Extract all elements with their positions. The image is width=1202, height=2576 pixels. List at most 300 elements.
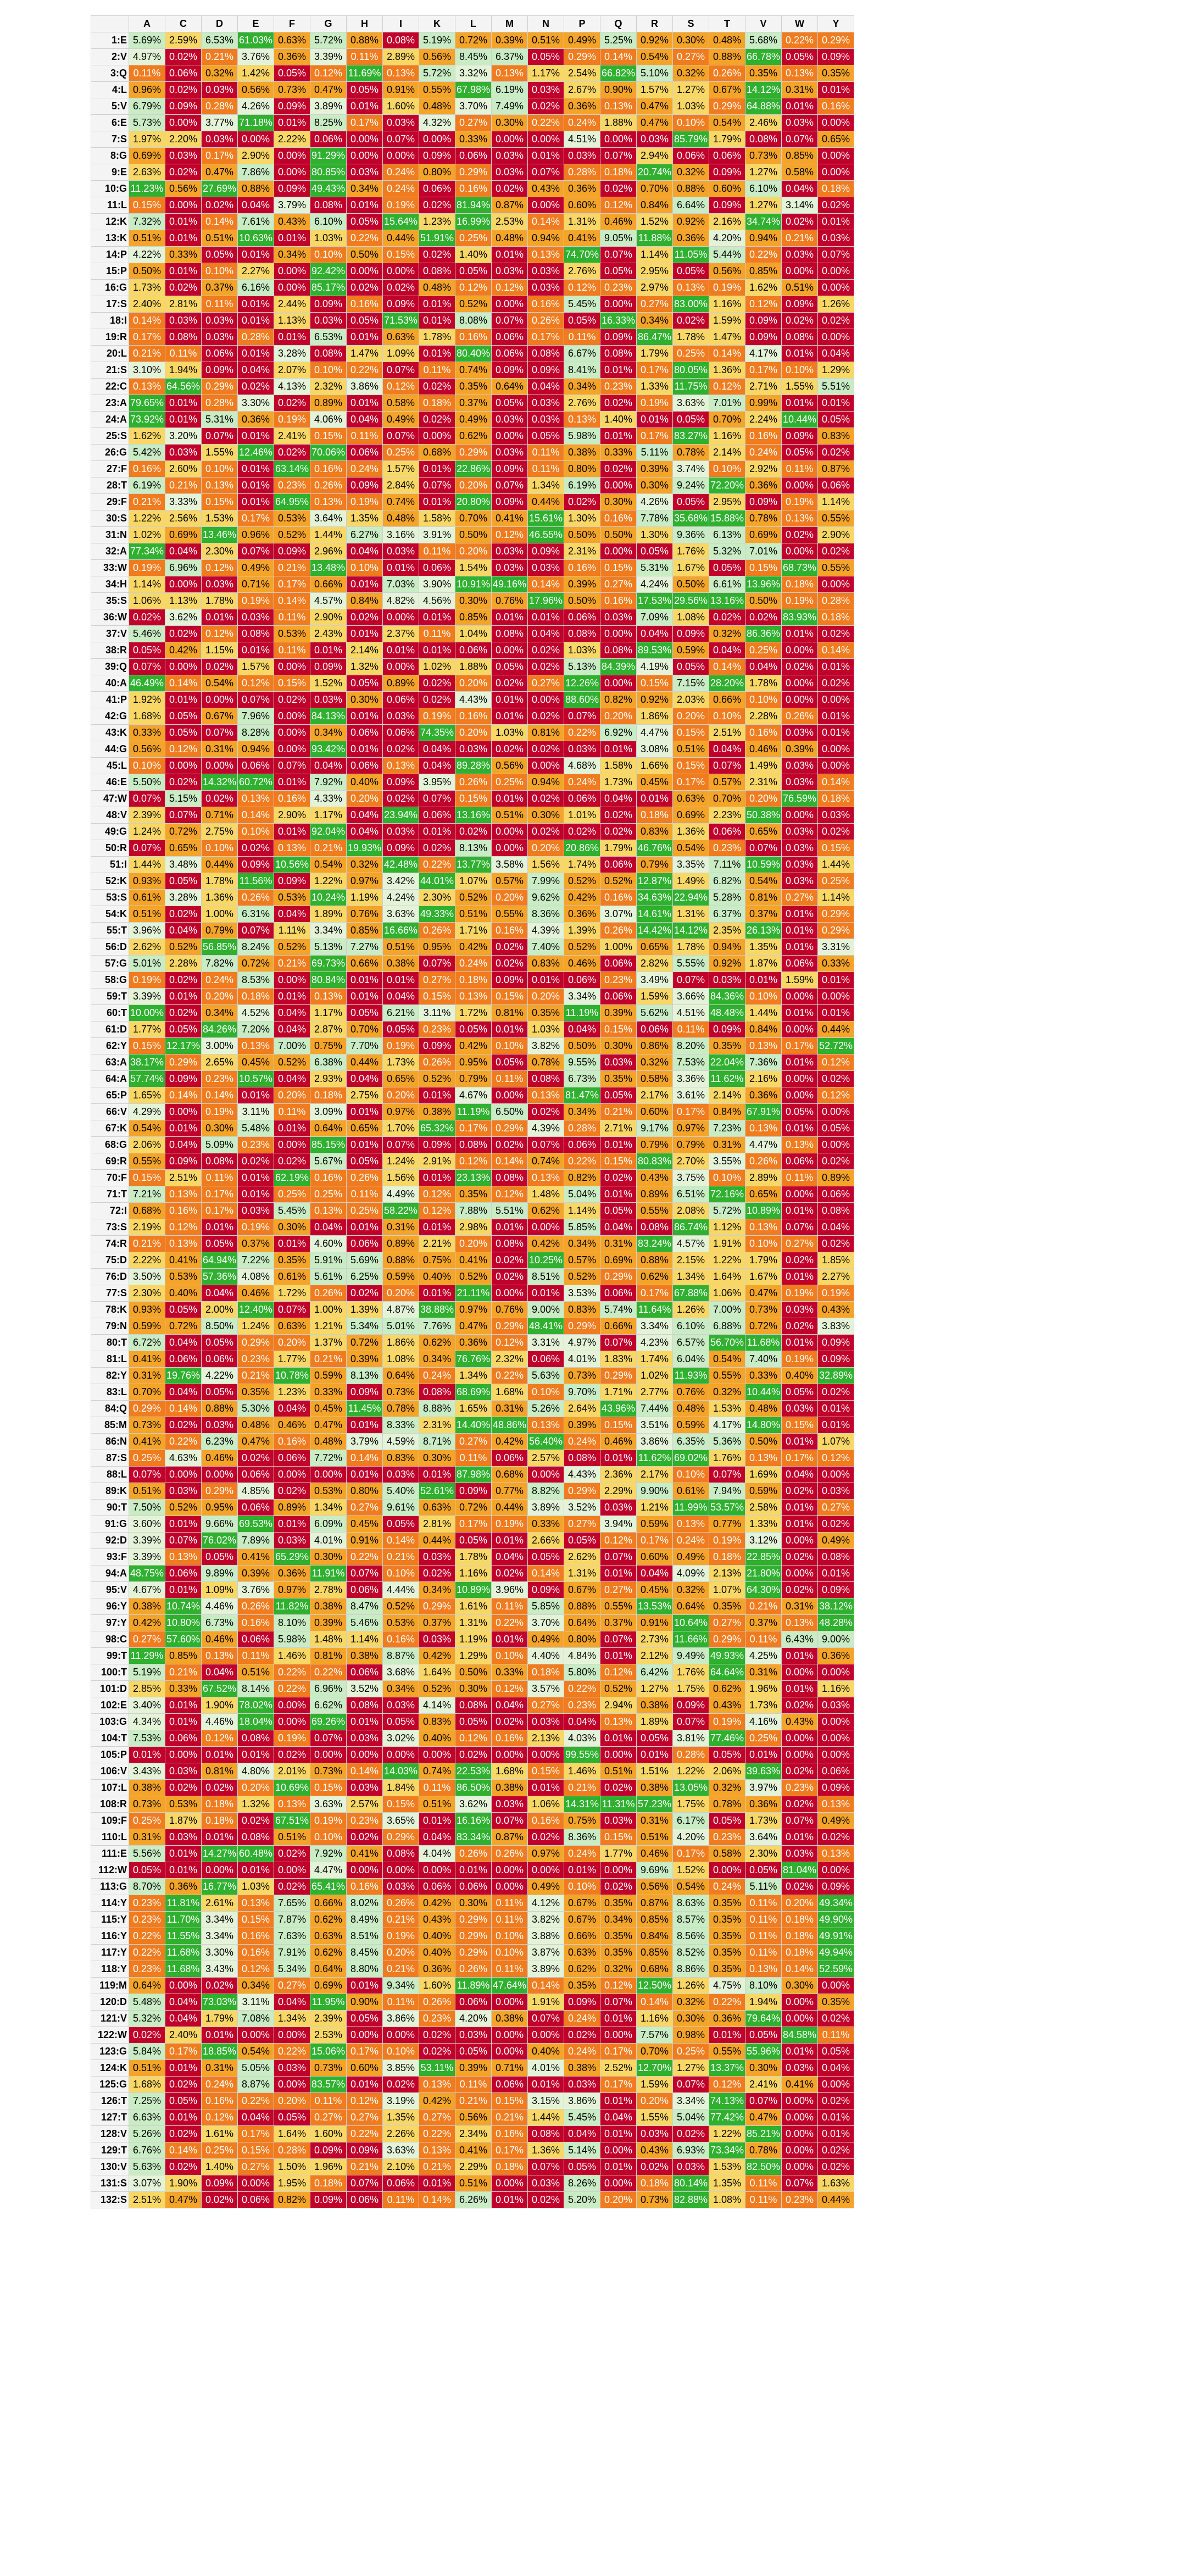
value-cell: 13.96% <box>745 576 782 593</box>
value-cell: 0.03% <box>455 741 492 758</box>
value-cell: 7.96% <box>238 708 274 725</box>
value-cell: 44.01% <box>419 873 455 890</box>
value-cell: 2.30% <box>129 1285 165 1302</box>
value-cell: 3.68% <box>383 1664 419 1681</box>
value-cell: 0.01% <box>492 791 528 807</box>
value-cell: 2.34% <box>455 2126 492 2142</box>
value-cell: 0.04% <box>165 1335 202 1351</box>
value-cell: 11.82% <box>274 1598 310 1615</box>
value-cell: 0.06% <box>274 1450 310 1467</box>
value-cell: 0.25% <box>745 642 782 659</box>
value-cell: 5.20% <box>564 2192 600 2208</box>
value-cell: 3.64% <box>310 510 347 527</box>
value-cell: 0.02% <box>528 1829 564 1846</box>
value-cell: 0.31% <box>129 1368 165 1384</box>
value-cell: 9.34% <box>383 1978 419 1994</box>
value-cell: 0.30% <box>455 1895 492 1912</box>
value-cell: 0.20% <box>492 890 528 906</box>
value-cell: 0.01% <box>782 2044 818 2060</box>
row-label: 129:T <box>91 2142 129 2159</box>
value-cell: 0.01% <box>347 197 383 214</box>
value-cell: 99.55% <box>564 1747 600 1763</box>
value-cell: 4.01% <box>528 2060 564 2077</box>
value-cell: 0.34% <box>637 313 673 329</box>
value-cell: 0.40% <box>347 774 383 791</box>
value-cell: 0.59% <box>745 1483 782 1500</box>
value-cell: 49.90% <box>818 1912 854 1928</box>
value-cell: 4.75% <box>709 1978 745 1994</box>
value-cell: 0.01% <box>818 214 854 230</box>
value-cell: 1.44% <box>310 527 347 543</box>
value-cell: 1.47% <box>347 346 383 362</box>
value-cell: 0.01% <box>347 626 383 642</box>
value-cell: 0.28% <box>673 1747 709 1763</box>
value-cell: 0.03% <box>528 1714 564 1730</box>
value-cell: 6.13% <box>709 527 745 543</box>
table-row <box>91 1467 854 1483</box>
value-cell: 0.31% <box>383 1219 419 1236</box>
value-cell: 0.10% <box>782 362 818 379</box>
table-row <box>91 1236 854 1252</box>
table-row <box>91 395 854 412</box>
value-cell: 0.30% <box>600 494 637 510</box>
value-cell: 0.21% <box>165 478 202 494</box>
value-cell: 0.03% <box>383 708 419 725</box>
table-row <box>91 1021 854 1038</box>
value-cell: 0.02% <box>274 445 310 461</box>
value-cell: 3.09% <box>310 1104 347 1120</box>
value-cell: 0.41% <box>129 1434 165 1450</box>
value-cell: 0.88% <box>709 49 745 65</box>
value-cell: 0.26% <box>310 1285 347 1302</box>
table-row <box>91 1631 854 1648</box>
value-cell: 7.61% <box>238 214 274 230</box>
value-cell: 0.72% <box>455 32 492 49</box>
value-cell: 0.17% <box>637 1533 673 1549</box>
row-label: 98:C <box>91 1631 129 1648</box>
value-cell: 0.01% <box>419 461 455 478</box>
value-cell: 0.06% <box>310 131 347 148</box>
value-cell: 0.97% <box>347 873 383 890</box>
column-header: N <box>528 16 564 32</box>
value-cell: 0.07% <box>347 1565 383 1582</box>
value-cell: 1.59% <box>709 313 745 329</box>
value-cell: 0.13% <box>202 478 238 494</box>
value-cell: 1.44% <box>818 857 854 873</box>
value-cell: 10.91% <box>455 576 492 593</box>
value-cell: 0.00% <box>238 131 274 148</box>
value-cell: 0.01% <box>528 2077 564 2093</box>
table-row <box>91 956 854 972</box>
value-cell: 0.70% <box>455 510 492 527</box>
value-cell: 8.36% <box>564 1829 600 1846</box>
value-cell: 1.60% <box>310 2126 347 2142</box>
value-cell: 8.41% <box>564 362 600 379</box>
value-cell: 3.31% <box>818 939 854 956</box>
value-cell: 1.85% <box>818 1252 854 1269</box>
value-cell: 0.43% <box>818 1302 854 1318</box>
table-row <box>91 1252 854 1269</box>
value-cell: 0.04% <box>274 1005 310 1021</box>
value-cell: 0.04% <box>238 2109 274 2126</box>
value-cell: 0.00% <box>782 692 818 708</box>
value-cell: 0.66% <box>709 692 745 708</box>
value-cell: 0.08% <box>600 642 637 659</box>
value-cell: 5.01% <box>129 956 165 972</box>
value-cell: 1.16% <box>637 2011 673 2027</box>
value-cell: 1.17% <box>528 65 564 82</box>
table-row <box>91 1219 854 1236</box>
value-cell: 0.00% <box>782 2159 818 2175</box>
value-cell: 0.00% <box>818 1467 854 1483</box>
value-cell: 0.04% <box>782 181 818 197</box>
value-cell: 0.87% <box>492 1829 528 1846</box>
value-cell: 8.80% <box>347 1961 383 1978</box>
value-cell: 0.54% <box>673 1879 709 1895</box>
value-cell: 0.26% <box>419 1054 455 1071</box>
value-cell: 9.17% <box>637 1120 673 1137</box>
value-cell: 0.69% <box>310 1978 347 1994</box>
value-cell: 0.11% <box>673 1021 709 1038</box>
value-cell: 0.02% <box>165 1780 202 1796</box>
value-cell: 0.10% <box>745 692 782 708</box>
table-row <box>91 1730 854 1747</box>
table-row <box>91 1038 854 1054</box>
row-label: 111:E <box>91 1846 129 1862</box>
value-cell: 2.30% <box>202 543 238 560</box>
value-cell: 0.01% <box>347 1417 383 1434</box>
value-cell: 0.21% <box>274 956 310 972</box>
value-cell: 8.26% <box>564 2175 600 2192</box>
value-cell: 1.14% <box>129 576 165 593</box>
value-cell: 0.17% <box>600 2044 637 2060</box>
value-cell: 10.44% <box>745 1384 782 1401</box>
value-cell: 1.34% <box>528 478 564 494</box>
value-cell: 0.05% <box>673 659 709 675</box>
value-cell: 0.02% <box>600 461 637 478</box>
row-label: 23:A <box>91 395 129 412</box>
value-cell: 3.31% <box>528 1335 564 1351</box>
value-cell: 7.40% <box>745 1351 782 1368</box>
value-cell: 0.07% <box>492 1813 528 1829</box>
value-cell: 5.67% <box>310 1153 347 1170</box>
value-cell: 2.51% <box>129 2192 165 2208</box>
value-cell: 0.40% <box>165 1285 202 1302</box>
value-cell: 0.21% <box>129 1236 165 1252</box>
value-cell: 0.06% <box>347 1236 383 1252</box>
value-cell: 0.92% <box>637 32 673 49</box>
value-cell: 0.07% <box>129 791 165 807</box>
value-cell: 0.01% <box>165 2060 202 2077</box>
value-cell: 84.39% <box>600 659 637 675</box>
value-cell: 11.55% <box>165 1928 202 1945</box>
value-cell: 2.95% <box>637 263 673 280</box>
value-cell: 0.33% <box>310 1384 347 1401</box>
value-cell: 0.17% <box>492 2142 528 2159</box>
value-cell: 0.26% <box>238 1598 274 1615</box>
value-cell: 0.04% <box>347 807 383 824</box>
value-cell: 1.48% <box>528 1186 564 1203</box>
value-cell: 0.54% <box>637 49 673 65</box>
value-cell: 7.82% <box>202 956 238 972</box>
value-cell: 3.97% <box>745 1780 782 1796</box>
value-cell: 0.12% <box>818 1087 854 1104</box>
value-cell: 8.49% <box>347 1912 383 1928</box>
value-cell: 21.80% <box>745 1565 782 1582</box>
value-cell: 0.04% <box>709 741 745 758</box>
value-cell: 0.09% <box>455 1483 492 1500</box>
value-cell: 0.75% <box>310 1038 347 1054</box>
value-cell: 0.29% <box>564 1318 600 1335</box>
value-cell: 0.01% <box>600 2011 637 2027</box>
value-cell: 0.05% <box>455 1021 492 1038</box>
value-cell: 3.74% <box>673 461 709 478</box>
value-cell: 85.21% <box>745 2126 782 2142</box>
value-cell: 4.80% <box>238 1763 274 1780</box>
value-cell: 0.11% <box>310 2093 347 2109</box>
value-cell: 1.68% <box>129 2077 165 2093</box>
value-cell: 11.05% <box>673 247 709 263</box>
table-row <box>91 527 854 543</box>
value-cell: 0.01% <box>528 1285 564 1302</box>
value-cell: 2.90% <box>310 609 347 626</box>
row-label: 101:D <box>91 1681 129 1697</box>
value-cell: 79.65% <box>129 395 165 412</box>
value-cell: 0.09% <box>492 362 528 379</box>
value-cell: 0.39% <box>564 1417 600 1434</box>
value-cell: 0.01% <box>383 560 419 576</box>
value-cell: 5.45% <box>564 2109 600 2126</box>
table-row <box>91 1648 854 1664</box>
value-cell: 0.56% <box>709 263 745 280</box>
value-cell: 0.00% <box>528 197 564 214</box>
value-cell: 27.69% <box>202 181 238 197</box>
value-cell: 0.14% <box>165 2142 202 2159</box>
value-cell: 56.40% <box>528 1434 564 1450</box>
row-label: 107:L <box>91 1780 129 1796</box>
row-label: 93:F <box>91 1549 129 1565</box>
value-cell: 0.27% <box>528 1697 564 1714</box>
value-cell: 0.13% <box>310 494 347 510</box>
row-label: 44:G <box>91 741 129 758</box>
value-cell: 0.73% <box>129 1417 165 1434</box>
value-cell: 3.33% <box>165 494 202 510</box>
value-cell: 0.53% <box>165 1269 202 1285</box>
value-cell: 0.08% <box>528 346 564 362</box>
value-cell: 0.06% <box>165 1351 202 1368</box>
value-cell: 0.15% <box>600 1021 637 1038</box>
value-cell: 46.55% <box>528 527 564 543</box>
value-cell: 0.19% <box>310 1813 347 1829</box>
value-cell: 0.80% <box>564 1631 600 1648</box>
table-row <box>91 1747 854 1763</box>
row-label: 26:G <box>91 445 129 461</box>
value-cell: 2.40% <box>165 2027 202 2044</box>
value-cell: 0.28% <box>202 98 238 115</box>
value-cell: 0.03% <box>528 412 564 428</box>
value-cell: 0.00% <box>782 478 818 494</box>
value-cell: 0.15% <box>238 1912 274 1928</box>
value-cell: 0.88% <box>673 181 709 197</box>
value-cell: 3.65% <box>383 1813 419 1829</box>
value-cell: 0.15% <box>492 989 528 1005</box>
value-cell: 0.16% <box>492 923 528 939</box>
value-cell: 0.21% <box>129 494 165 510</box>
value-cell: 0.28% <box>564 164 600 181</box>
value-cell: 0.06% <box>202 346 238 362</box>
value-cell: 0.36% <box>274 49 310 65</box>
value-cell: 0.03% <box>202 82 238 98</box>
value-cell: 0.46% <box>600 1434 637 1450</box>
value-cell: 1.75% <box>673 1681 709 1697</box>
table-row <box>91 2126 854 2142</box>
value-cell: 0.15% <box>673 758 709 774</box>
value-cell: 0.02% <box>347 280 383 296</box>
value-cell: 2.16% <box>745 1071 782 1087</box>
value-cell: 0.18% <box>637 2175 673 2192</box>
value-cell: 0.02% <box>129 609 165 626</box>
value-cell: 0.13% <box>818 1846 854 1862</box>
value-cell: 0.27% <box>347 2109 383 2126</box>
value-cell: 1.52% <box>310 675 347 692</box>
value-cell: 0.02% <box>202 659 238 675</box>
value-cell: 0.94% <box>238 741 274 758</box>
value-cell: 0.14% <box>528 1565 564 1582</box>
value-cell: 0.48% <box>709 32 745 49</box>
value-cell: 0.09% <box>347 478 383 494</box>
value-cell: 0.00% <box>528 2027 564 2044</box>
value-cell: 5.48% <box>238 1120 274 1137</box>
value-cell: 1.83% <box>600 1351 637 1368</box>
value-cell: 0.08% <box>564 626 600 642</box>
value-cell: 0.00% <box>165 1747 202 1763</box>
value-cell: 76.02% <box>202 1533 238 1549</box>
value-cell: 1.14% <box>347 1631 383 1648</box>
value-cell: 52.59% <box>818 1961 854 1978</box>
value-cell: 1.35% <box>745 939 782 956</box>
row-label: 128:V <box>91 2126 129 2142</box>
value-cell: 1.55% <box>782 379 818 395</box>
value-cell: 0.18% <box>310 1087 347 1104</box>
value-cell: 6.09% <box>310 1516 347 1533</box>
value-cell: 0.02% <box>782 659 818 675</box>
value-cell: 0.36% <box>564 906 600 923</box>
value-cell: 0.02% <box>818 626 854 642</box>
value-cell: 2.61% <box>202 1895 238 1912</box>
value-cell: 0.03% <box>419 1549 455 1565</box>
value-cell: 4.87% <box>383 1302 419 1318</box>
value-cell: 7.27% <box>347 939 383 956</box>
value-cell: 10.69% <box>274 1780 310 1796</box>
value-cell: 0.00% <box>818 1730 854 1747</box>
value-cell: 0.00% <box>165 115 202 131</box>
table-row <box>91 2093 854 2109</box>
table-row <box>91 1285 854 1302</box>
table-row <box>91 1862 854 1879</box>
value-cell: 5.46% <box>129 626 165 642</box>
value-cell: 0.02% <box>709 609 745 626</box>
value-cell: 0.02% <box>165 1005 202 1021</box>
value-cell: 0.03% <box>310 313 347 329</box>
value-cell: 0.29% <box>455 164 492 181</box>
value-cell: 4.23% <box>637 1335 673 1351</box>
value-cell: 0.14% <box>818 642 854 659</box>
value-cell: 0.16% <box>455 708 492 725</box>
value-cell: 0.18% <box>818 609 854 626</box>
value-cell: 0.23% <box>238 1137 274 1153</box>
value-cell: 1.73% <box>600 774 637 791</box>
value-cell: 7.22% <box>238 1252 274 1269</box>
value-cell: 0.27% <box>455 1434 492 1450</box>
value-cell: 0.62% <box>310 1945 347 1961</box>
value-cell: 0.14% <box>782 1961 818 1978</box>
value-cell: 3.81% <box>673 1730 709 1747</box>
value-cell: 0.15% <box>383 247 419 263</box>
value-cell: 0.01% <box>165 230 202 247</box>
value-cell: 0.35% <box>564 1978 600 1994</box>
value-cell: 0.23% <box>274 478 310 494</box>
value-cell: 0.11% <box>383 2192 419 2208</box>
value-cell: 0.05% <box>745 2027 782 2044</box>
value-cell: 62.19% <box>274 1170 310 1186</box>
value-cell: 64.88% <box>745 98 782 115</box>
value-cell: 12.17% <box>165 1038 202 1054</box>
value-cell: 0.00% <box>274 1137 310 1153</box>
value-cell: 0.65% <box>745 1186 782 1203</box>
value-cell: 0.02% <box>818 313 854 329</box>
value-cell: 0.00% <box>419 1747 455 1763</box>
value-cell: 0.04% <box>564 1021 600 1038</box>
value-cell: 80.83% <box>637 1153 673 1170</box>
value-cell: 49.93% <box>709 1648 745 1664</box>
value-cell: 0.03% <box>347 164 383 181</box>
value-cell: 0.07% <box>782 1219 818 1236</box>
value-cell: 6.73% <box>202 1615 238 1631</box>
value-cell: 2.89% <box>383 49 419 65</box>
value-cell: 0.04% <box>165 1994 202 2011</box>
value-cell: 0.01% <box>782 1516 818 1533</box>
value-cell: 5.69% <box>347 1252 383 1269</box>
row-label: 91:G <box>91 1516 129 1533</box>
value-cell: 0.12% <box>492 1186 528 1203</box>
value-cell: 0.93% <box>129 1302 165 1318</box>
value-cell: 0.89% <box>818 1170 854 1186</box>
value-cell: 0.01% <box>818 659 854 675</box>
value-cell: 0.02% <box>564 2027 600 2044</box>
value-cell: 49.34% <box>818 1895 854 1912</box>
value-cell: 0.05% <box>782 49 818 65</box>
value-cell: 83.34% <box>455 1829 492 1846</box>
value-cell: 0.03% <box>564 741 600 758</box>
value-cell: 0.36% <box>745 1796 782 1813</box>
value-cell: 0.08% <box>818 1203 854 1219</box>
value-cell: 0.01% <box>238 1862 274 1879</box>
value-cell: 0.08% <box>745 131 782 148</box>
value-cell: 0.14% <box>637 1994 673 2011</box>
value-cell: 0.13% <box>528 1417 564 1434</box>
value-cell: 0.00% <box>274 2077 310 2093</box>
value-cell: 2.98% <box>455 1219 492 1236</box>
value-cell: 0.35% <box>709 1038 745 1054</box>
value-cell: 0.02% <box>492 741 528 758</box>
value-cell: 0.16% <box>238 1615 274 1631</box>
value-cell: 1.27% <box>673 2060 709 2077</box>
value-cell: 0.11% <box>564 329 600 346</box>
value-cell: 1.57% <box>383 461 419 478</box>
table-row <box>91 197 854 214</box>
value-cell: 0.40% <box>419 1928 455 1945</box>
value-cell: 0.23% <box>600 379 637 395</box>
